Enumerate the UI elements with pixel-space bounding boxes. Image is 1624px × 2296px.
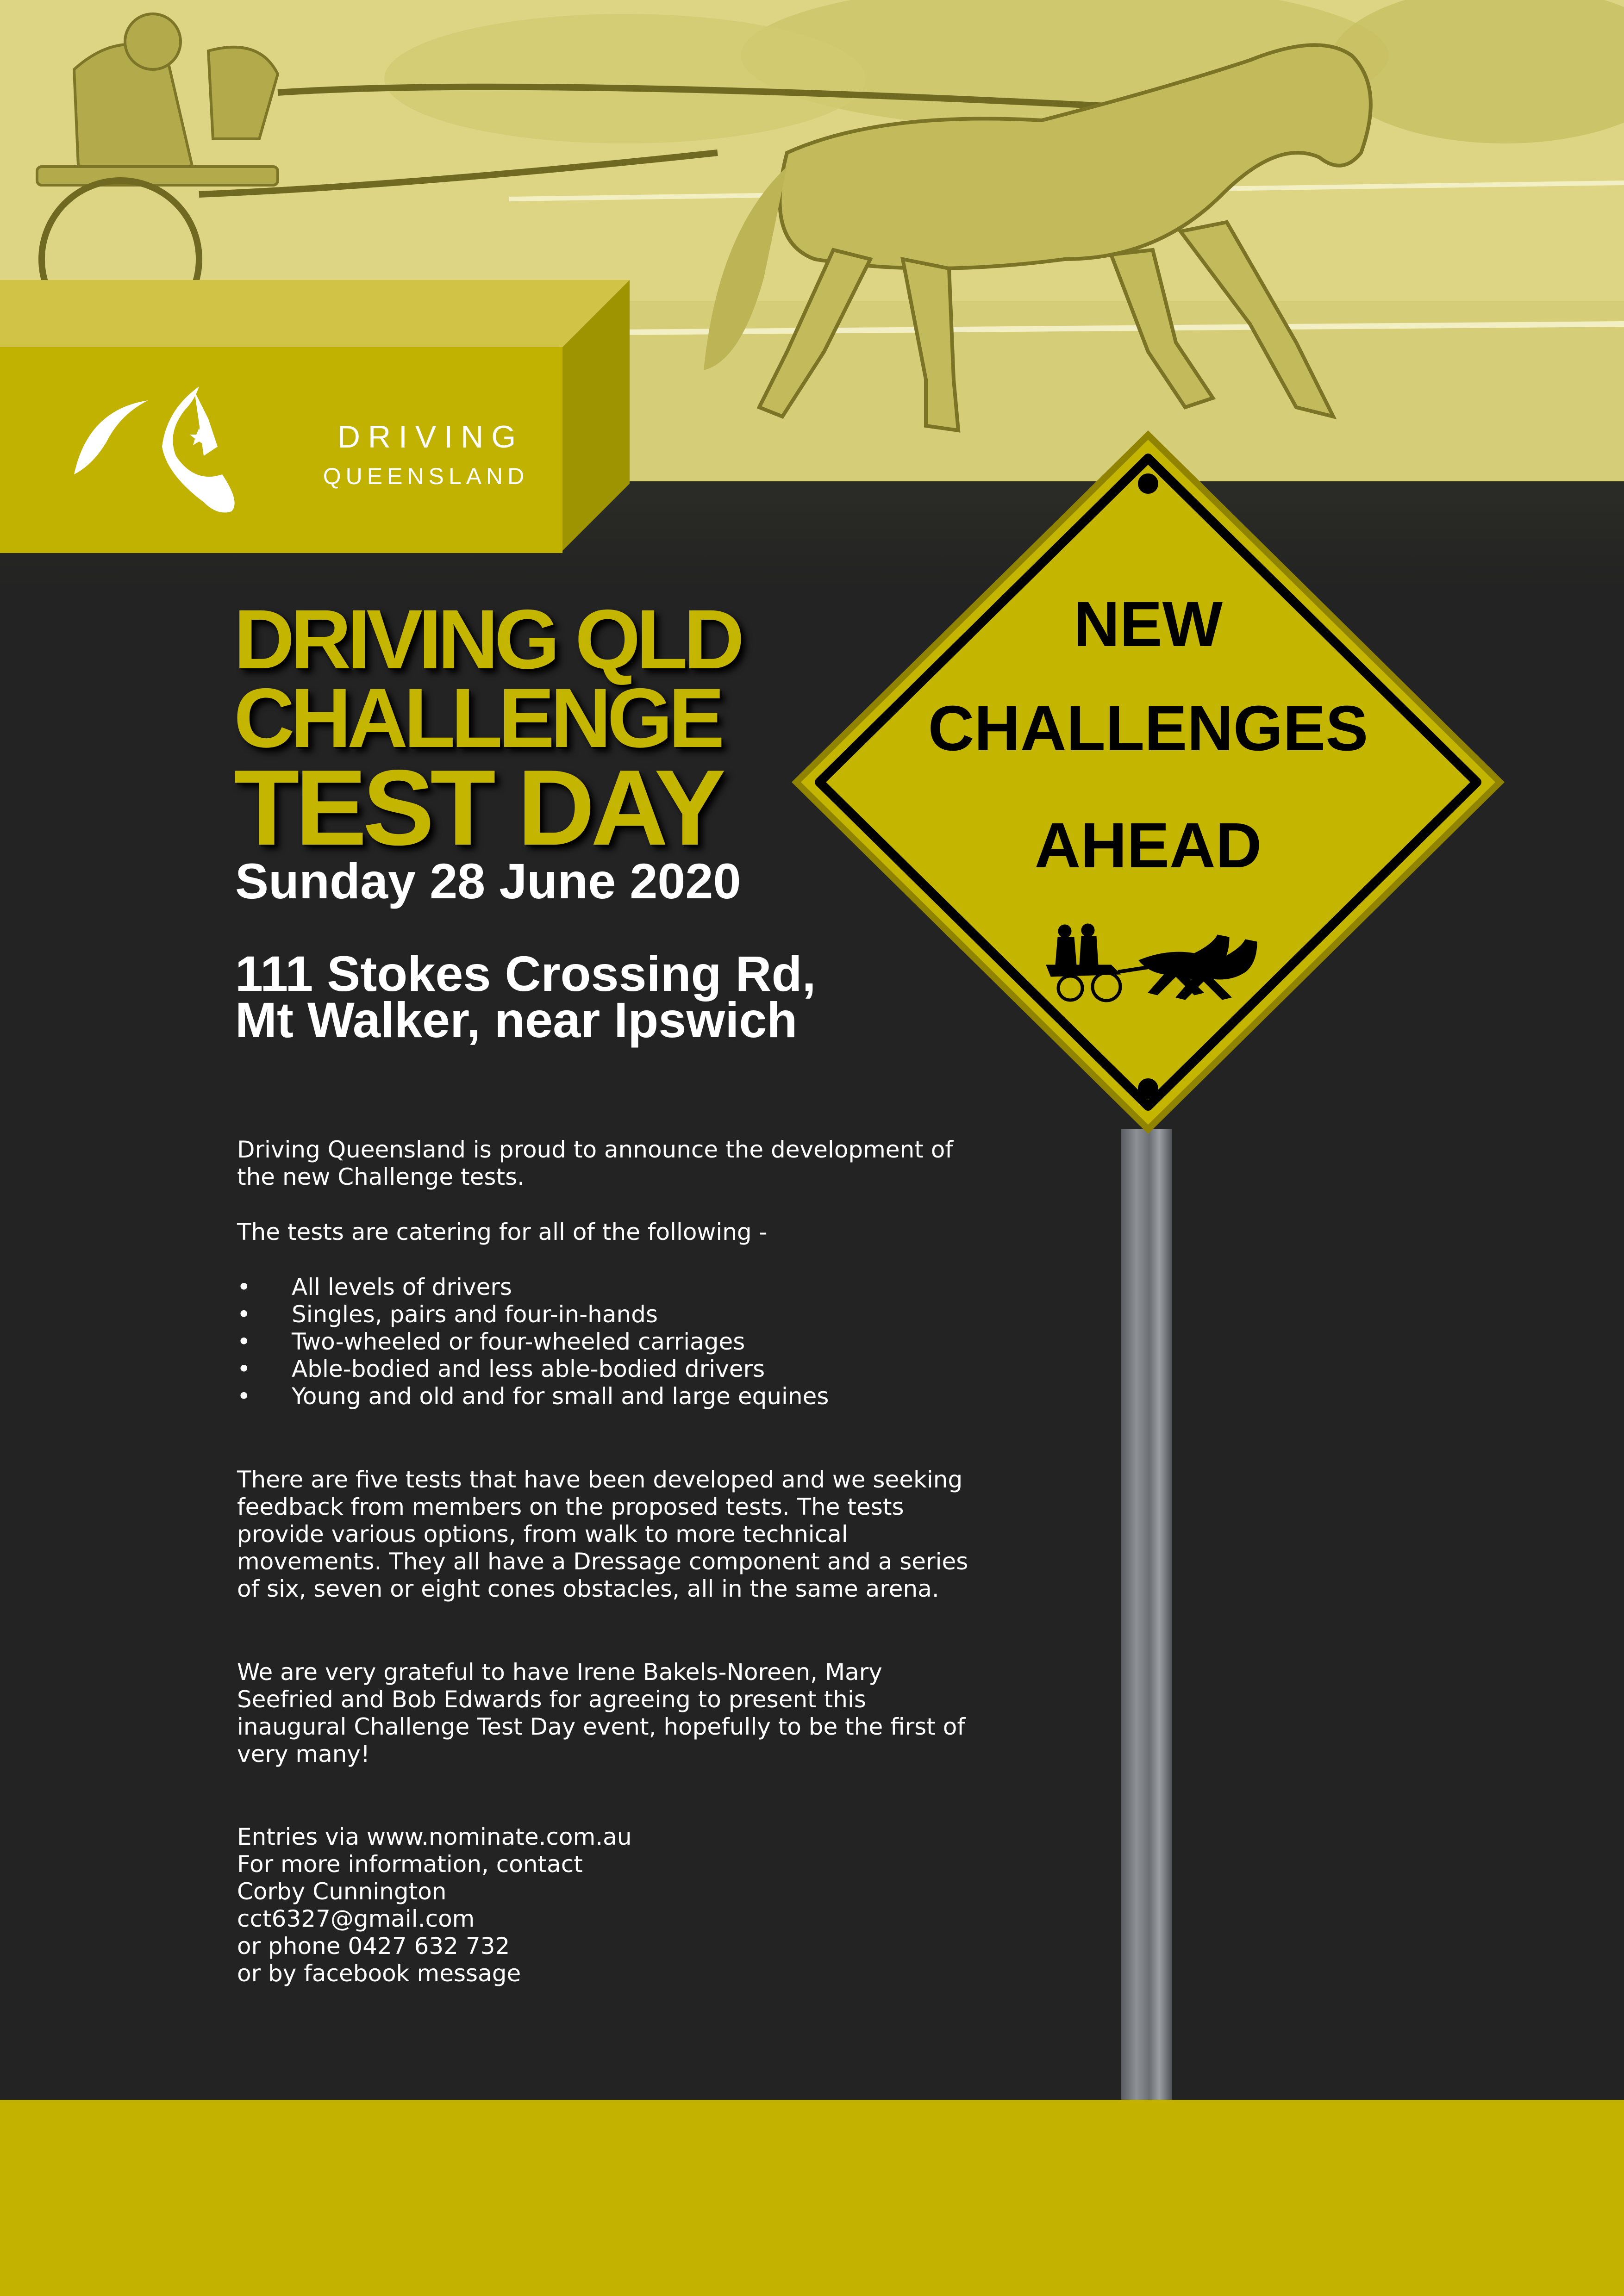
contact-email: cct6327@gmail.com [237, 1905, 475, 1932]
footer-band [0, 2100, 1624, 2296]
more-info-text: For more information, contact [237, 1851, 583, 1878]
event-address-line-1: 111 Stokes Crossing Rd, [235, 946, 816, 1002]
thanks-paragraph: We are very grateful to have Irene Bakels-Noreen, Mary Seefried and Bob Edwards for agreeing to present this inaugural Challenge Test Day event, hopefully to be the first of very many! [237, 1659, 965, 1767]
list-item-text: Young and old and for small and large equines [292, 1383, 829, 1410]
sign-text-ahead: AHEAD [1034, 810, 1262, 881]
logo-box [0, 280, 630, 553]
sign-text-new: NEW [1074, 589, 1223, 660]
contact-block [237, 1823, 982, 1987]
list-item [237, 1274, 982, 1301]
contact-phone: or phone 0427 632 732 [237, 1933, 510, 1960]
list-item-text: Singles, pairs and four-in-hands [292, 1301, 658, 1328]
list-item [237, 1301, 982, 1328]
intro-paragraph: Driving Queensland is proud to announce the development of the new Challenge tests. [237, 1136, 953, 1190]
entries-link-text: Entries via www.nominate.com.au [237, 1823, 632, 1850]
tests-paragraph: There are five tests that have been developed and we seeking feedback from members on the proposed tests. The tests provide various options, from walk to more technical movements. They all have a Dressage component and a series of six, seven or eight cones obstacles, all in the same arena. [237, 1466, 968, 1602]
bullet-icon: • [237, 1301, 251, 1328]
list-item-text: All levels of drivers [292, 1274, 512, 1300]
sign-text-challenges: CHALLENGES [928, 693, 1368, 764]
bullet-icon: • [237, 1328, 251, 1355]
audience-list [237, 1274, 982, 1410]
sign-bolt-bottom [1138, 1078, 1158, 1099]
bullet-icon: • [237, 1274, 251, 1300]
list-item [237, 1383, 982, 1410]
title-test-day: TEST DAY [234, 748, 722, 868]
bullet-icon: • [237, 1383, 251, 1410]
bullet-icon: • [237, 1356, 251, 1382]
sign-post [1121, 1129, 1172, 2101]
event-address-line-2: Mt Walker, near Ipswich [235, 992, 798, 1048]
contact-name: Corby Cunnington [237, 1878, 447, 1905]
list-item-text: Two-wheeled or four-wheeled carriages [292, 1328, 745, 1355]
logo-wordmark-driving: DRIVING [337, 419, 524, 454]
contact-facebook: or by facebook message [237, 1960, 521, 1987]
title-driving-qld: DRIVING QLD [234, 592, 741, 686]
warning-sign [787, 417, 1509, 1148]
sign-bolt-top [1138, 473, 1158, 494]
list-item [237, 1328, 982, 1356]
list-item-text: Able-bodied and less able-bodied drivers [292, 1356, 765, 1382]
title-challenge: CHALLENGE [234, 671, 721, 765]
event-date: Sunday 28 June 2020 [235, 853, 741, 909]
list-item [237, 1356, 982, 1383]
catering-intro: The tests are catering for all of the following - [237, 1219, 768, 1245]
logo-wordmark-queensland: QUEENSLAND [323, 463, 529, 489]
